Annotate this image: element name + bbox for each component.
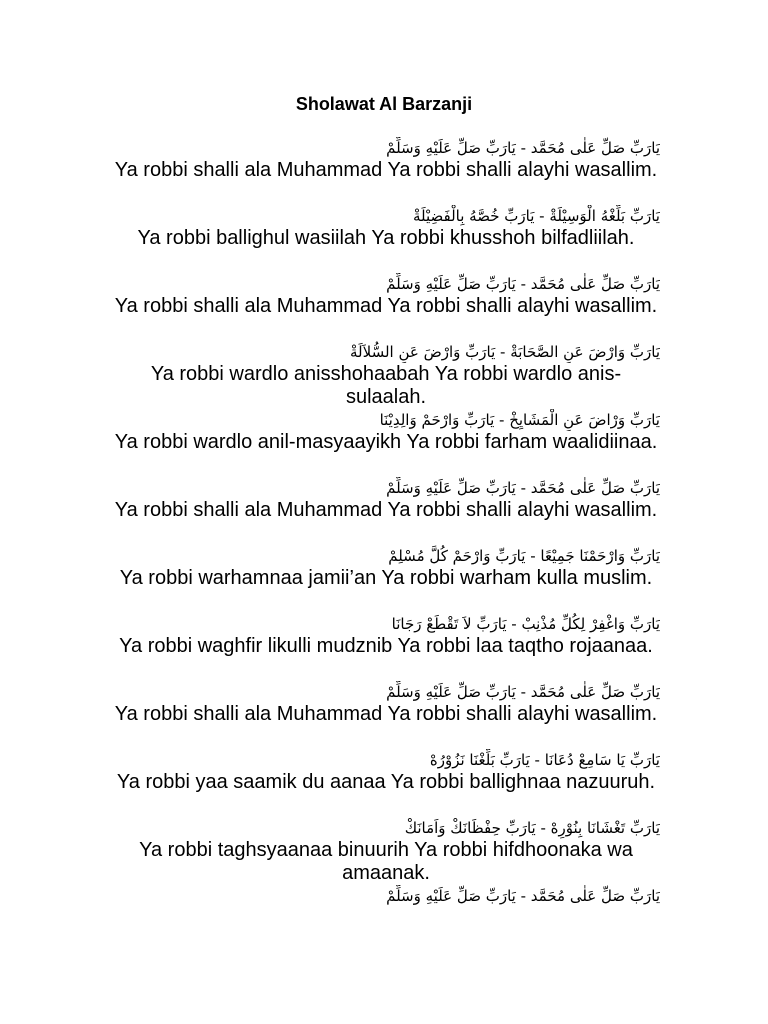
transliteration-line: Ya robbi wardlo anil-masyaayikh Ya robbi farham waalidiinaa. <box>114 431 658 453</box>
transliteration-line: Ya robbi yaa saamik du aanaa Ya robbi ballighnaa nazuuruh. <box>116 771 656 793</box>
arabic-line: يَارَبِّ صَلِّ عَلٰى مُحَمَّد - يَارَبِّ صَلِّ عَلَيْهِ وَسَلِّمْ <box>386 275 660 293</box>
arabic-line: يَارَبِّ وَارْضَ عَنِ الصَّحَابَةْ - يَارَبِّ وَارْضَ عَنِ السُّلاَلَةْ <box>350 343 660 361</box>
transliteration-line: Ya robbi ballighul wasiilah Ya robbi khusshoh bilfadliilah. <box>137 227 635 249</box>
verse <box>112 273 660 318</box>
arabic-line: يَارَبِّ صَلِّ عَلٰى مُحَمَّد - يَارَبِّ صَلِّ عَلَيْهِ وَسَلِّمْ <box>386 479 660 497</box>
verse <box>112 885 660 907</box>
arabic-line: يَارَبِّ يَا سَامِعْ دُعَانَا - يَارَبِّ بَلِّغْنَا نَزُوْرُهْ <box>429 751 660 769</box>
transliteration-line: Ya robbi shalli ala Muhammad Ya robbi shalli alayhi wasallim. <box>114 499 658 521</box>
transliteration-line: Ya robbi shalli ala Muhammad Ya robbi shalli alayhi wasallim. <box>114 703 658 725</box>
verse <box>112 477 660 522</box>
verse <box>112 681 660 726</box>
arabic-line: يَارَبِّ وَارْحَمْنَا جَمِيْعًا - يَارَبِّ وَارْحَمْ كُلَّ مُسْلِمْ <box>388 547 660 565</box>
verse <box>112 205 660 250</box>
verse <box>112 137 660 182</box>
arabic-line: يَارَبِّ تَغْشَانَا بِنُوْرِهْ - يَارَبِّ حِفْظَانَكْ وَاَمَانَكْ <box>404 819 660 837</box>
verse <box>112 545 660 590</box>
verse <box>112 613 660 658</box>
transliteration-line: Ya robbi shalli ala Muhammad Ya robbi shalli alayhi wasallim. <box>114 295 658 317</box>
arabic-line: يَارَبِّ صَلِّ عَلٰى مُحَمَّد - يَارَبِّ صَلِّ عَلَيْهِ وَسَلِّمْ <box>386 887 660 905</box>
arabic-line: يَارَبِّ صَلِّ عَلٰى مُحَمَّد - يَارَبِّ صَلِّ عَلَيْهِ وَسَلِّمْ <box>386 683 660 701</box>
document-title: Sholawat Al Barzanji <box>295 94 473 114</box>
arabic-line: يَارَبِّ وَاغْفِرْ لِكُلِّ مُذْنِبْ - يَارَبِّ لاَ تَقْطَعْ رَجَانَا <box>391 615 660 633</box>
verse <box>112 409 660 454</box>
transliteration-line: Ya robbi wardlo anisshohaabah Ya robbi wardlo anis-sulaalah. <box>150 363 622 408</box>
transliteration-line: Ya robbi waghfir likulli mudznib Ya robbi laa taqtho rojaanaa. <box>119 635 653 657</box>
transliteration-line: Ya robbi taghsyaanaa binuurih Ya robbi hifdhoonaka wa amaanak. <box>139 839 633 884</box>
arabic-line: يَارَبِّ صَلِّ عَلٰى مُحَمَّد - يَارَبِّ صَلِّ عَلَيْهِ وَسَلِّمْ <box>386 139 660 157</box>
arabic-line: يَارَبِّ وَرْاضَ عَنِ الْمَشَايِخْ - يَارَبِّ وَارْحَمْ وَالِدِيْنَا <box>379 411 660 429</box>
verse <box>112 817 660 885</box>
transliteration-line: Ya robbi shalli ala Muhammad Ya robbi shalli alayhi wasallim. <box>114 159 658 181</box>
arabic-line: يَارَبِّ بَلِّغْهُ الْوَسِيْلَةْ - يَارَبِّ خُصَّهُ بِالْفَضِيْلَةْ <box>412 207 660 225</box>
transliteration-line: Ya robbi warhamnaa jamii’an Ya robbi warham kulla muslim. <box>119 567 653 589</box>
verse <box>112 749 660 794</box>
verse <box>112 341 660 409</box>
